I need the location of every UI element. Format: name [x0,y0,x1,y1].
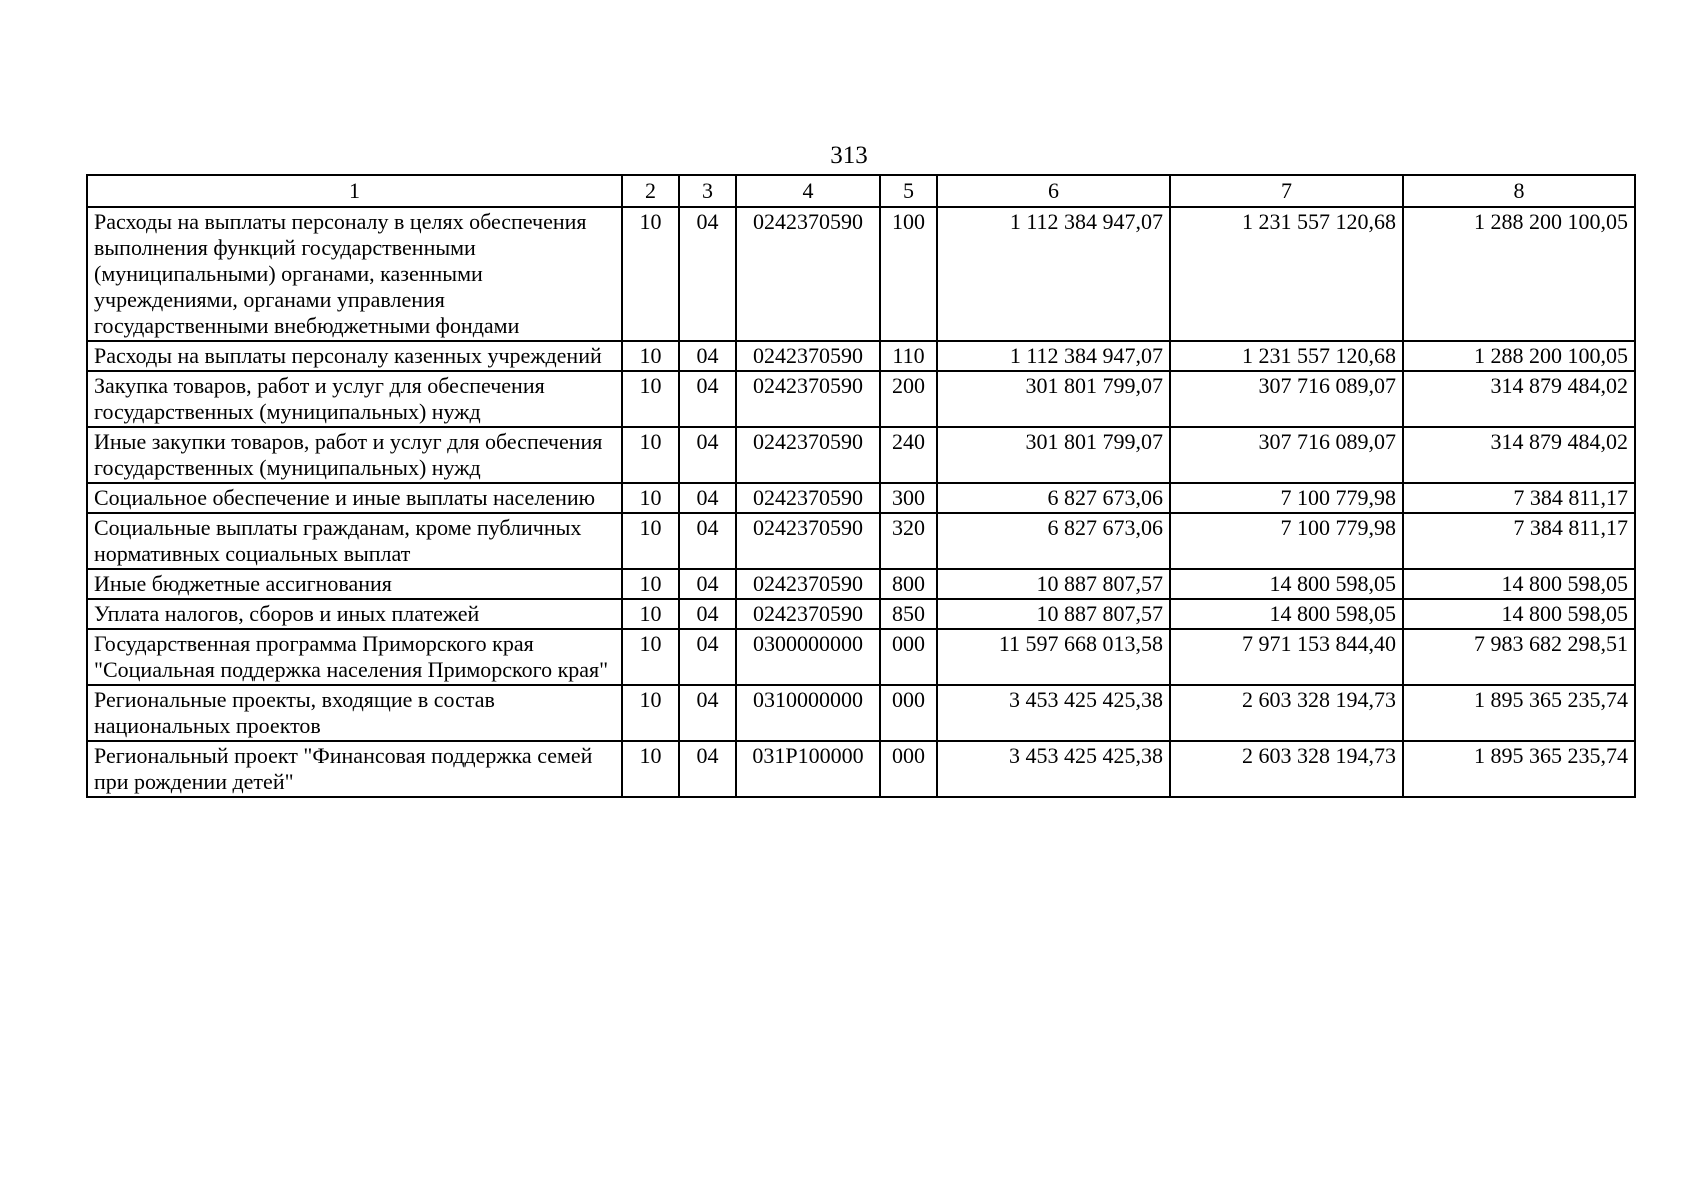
expense-type-code: 320 [880,513,937,569]
section-code: 10 [622,629,679,685]
amount-col-6: 6 827 673,06 [937,513,1170,569]
amount-col-8: 1 895 365 235,74 [1403,741,1635,797]
subsection-code: 04 [679,741,736,797]
target-article-code: 0300000000 [736,629,880,685]
expense-type-code: 000 [880,685,937,741]
target-article-code: 0242370590 [736,513,880,569]
amount-col-8: 314 879 484,02 [1403,427,1635,483]
table-row [87,341,1635,371]
row-name: Социальное обеспечение и иные выплаты населению [87,483,622,513]
subsection-code: 04 [679,341,736,371]
section-code: 10 [622,741,679,797]
budget-table [86,174,1636,798]
section-code: 10 [622,207,679,341]
expense-type-code: 200 [880,371,937,427]
section-code: 10 [622,513,679,569]
target-article-code: 0310000000 [736,685,880,741]
subsection-code: 04 [679,599,736,629]
header-col-4: 4 [736,175,880,207]
page-number: 313 [830,142,868,169]
target-article-code: 0242370590 [736,341,880,371]
row-name: Уплата налогов, сборов и иных платежей [87,599,622,629]
target-article-code: 0242370590 [736,371,880,427]
amount-col-6: 3 453 425 425,38 [937,685,1170,741]
subsection-code: 04 [679,483,736,513]
amount-col-6: 10 887 807,57 [937,569,1170,599]
row-name: Региональный проект "Финансовая поддержка семей при рождении детей" [87,741,622,797]
subsection-code: 04 [679,629,736,685]
header-col-2: 2 [622,175,679,207]
row-name: Закупка товаров, работ и услуг для обеспечения государственных (муниципальных) нужд [87,371,622,427]
amount-col-7: 307 716 089,07 [1170,371,1403,427]
amount-col-8: 14 800 598,05 [1403,599,1635,629]
amount-col-8: 7 983 682 298,51 [1403,629,1635,685]
amount-col-7: 7 100 779,98 [1170,483,1403,513]
row-name: Расходы на выплаты персоналу казенных учреждений [87,341,622,371]
amount-col-6: 301 801 799,07 [937,427,1170,483]
target-article-code: 0242370590 [736,569,880,599]
row-name: Расходы на выплаты персоналу в целях обеспечения выполнения функций государственными (муниципальными) органами, казенными учреждениями, органами управления государственными внебюджетными фондами [87,207,622,341]
amount-col-7: 7 100 779,98 [1170,513,1403,569]
expense-type-code: 850 [880,599,937,629]
amount-col-7: 14 800 598,05 [1170,569,1403,599]
target-article-code: 0242370590 [736,207,880,341]
expense-type-code: 300 [880,483,937,513]
header-col-8: 8 [1403,175,1635,207]
amount-col-7: 1 231 557 120,68 [1170,207,1403,341]
table-row [87,513,1635,569]
header-col-1: 1 [87,175,622,207]
section-code: 10 [622,483,679,513]
amount-col-8: 1 288 200 100,05 [1403,341,1635,371]
amount-col-8: 1 895 365 235,74 [1403,685,1635,741]
amount-col-7: 2 603 328 194,73 [1170,741,1403,797]
section-code: 10 [622,341,679,371]
section-code: 10 [622,371,679,427]
target-article-code: 0242370590 [736,427,880,483]
row-name: Государственная программа Приморского края "Социальная поддержка населения Приморского края" [87,629,622,685]
header-col-5: 5 [880,175,937,207]
subsection-code: 04 [679,685,736,741]
amount-col-8: 1 288 200 100,05 [1403,207,1635,341]
section-code: 10 [622,685,679,741]
row-name: Региональные проекты, входящие в состав национальных проектов [87,685,622,741]
table-row [87,427,1635,483]
amount-col-7: 14 800 598,05 [1170,599,1403,629]
amount-col-8: 7 384 811,17 [1403,483,1635,513]
row-name: Иные бюджетные ассигнования [87,569,622,599]
header-col-7: 7 [1170,175,1403,207]
subsection-code: 04 [679,371,736,427]
amount-col-6: 301 801 799,07 [937,371,1170,427]
table-row [87,483,1635,513]
row-name: Иные закупки товаров, работ и услуг для обеспечения государственных (муниципальных) нужд [87,427,622,483]
amount-col-7: 7 971 153 844,40 [1170,629,1403,685]
table-row [87,599,1635,629]
amount-col-8: 14 800 598,05 [1403,569,1635,599]
table-row [87,741,1635,797]
subsection-code: 04 [679,427,736,483]
amount-col-6: 1 112 384 947,07 [937,207,1170,341]
amount-col-8: 7 384 811,17 [1403,513,1635,569]
table-row [87,685,1635,741]
amount-col-7: 2 603 328 194,73 [1170,685,1403,741]
header-col-6: 6 [937,175,1170,207]
amount-col-6: 6 827 673,06 [937,483,1170,513]
amount-col-6: 1 112 384 947,07 [937,341,1170,371]
header-row [87,175,1635,207]
subsection-code: 04 [679,513,736,569]
row-name: Социальные выплаты гражданам, кроме публичных нормативных социальных выплат [87,513,622,569]
table-row [87,569,1635,599]
amount-col-6: 11 597 668 013,58 [937,629,1170,685]
section-code: 10 [622,569,679,599]
table-row [87,629,1635,685]
section-code: 10 [622,599,679,629]
section-code: 10 [622,427,679,483]
table-row [87,371,1635,427]
expense-type-code: 240 [880,427,937,483]
expense-type-code: 000 [880,629,937,685]
expense-type-code: 000 [880,741,937,797]
target-article-code: 0242370590 [736,599,880,629]
target-article-code: 031P100000 [736,741,880,797]
expense-type-code: 110 [880,341,937,371]
amount-col-6: 10 887 807,57 [937,599,1170,629]
amount-col-7: 1 231 557 120,68 [1170,341,1403,371]
amount-col-8: 314 879 484,02 [1403,371,1635,427]
header-col-3: 3 [679,175,736,207]
subsection-code: 04 [679,569,736,599]
target-article-code: 0242370590 [736,483,880,513]
amount-col-6: 3 453 425 425,38 [937,741,1170,797]
expense-type-code: 100 [880,207,937,341]
amount-col-7: 307 716 089,07 [1170,427,1403,483]
subsection-code: 04 [679,207,736,341]
table-row [87,207,1635,341]
expense-type-code: 800 [880,569,937,599]
